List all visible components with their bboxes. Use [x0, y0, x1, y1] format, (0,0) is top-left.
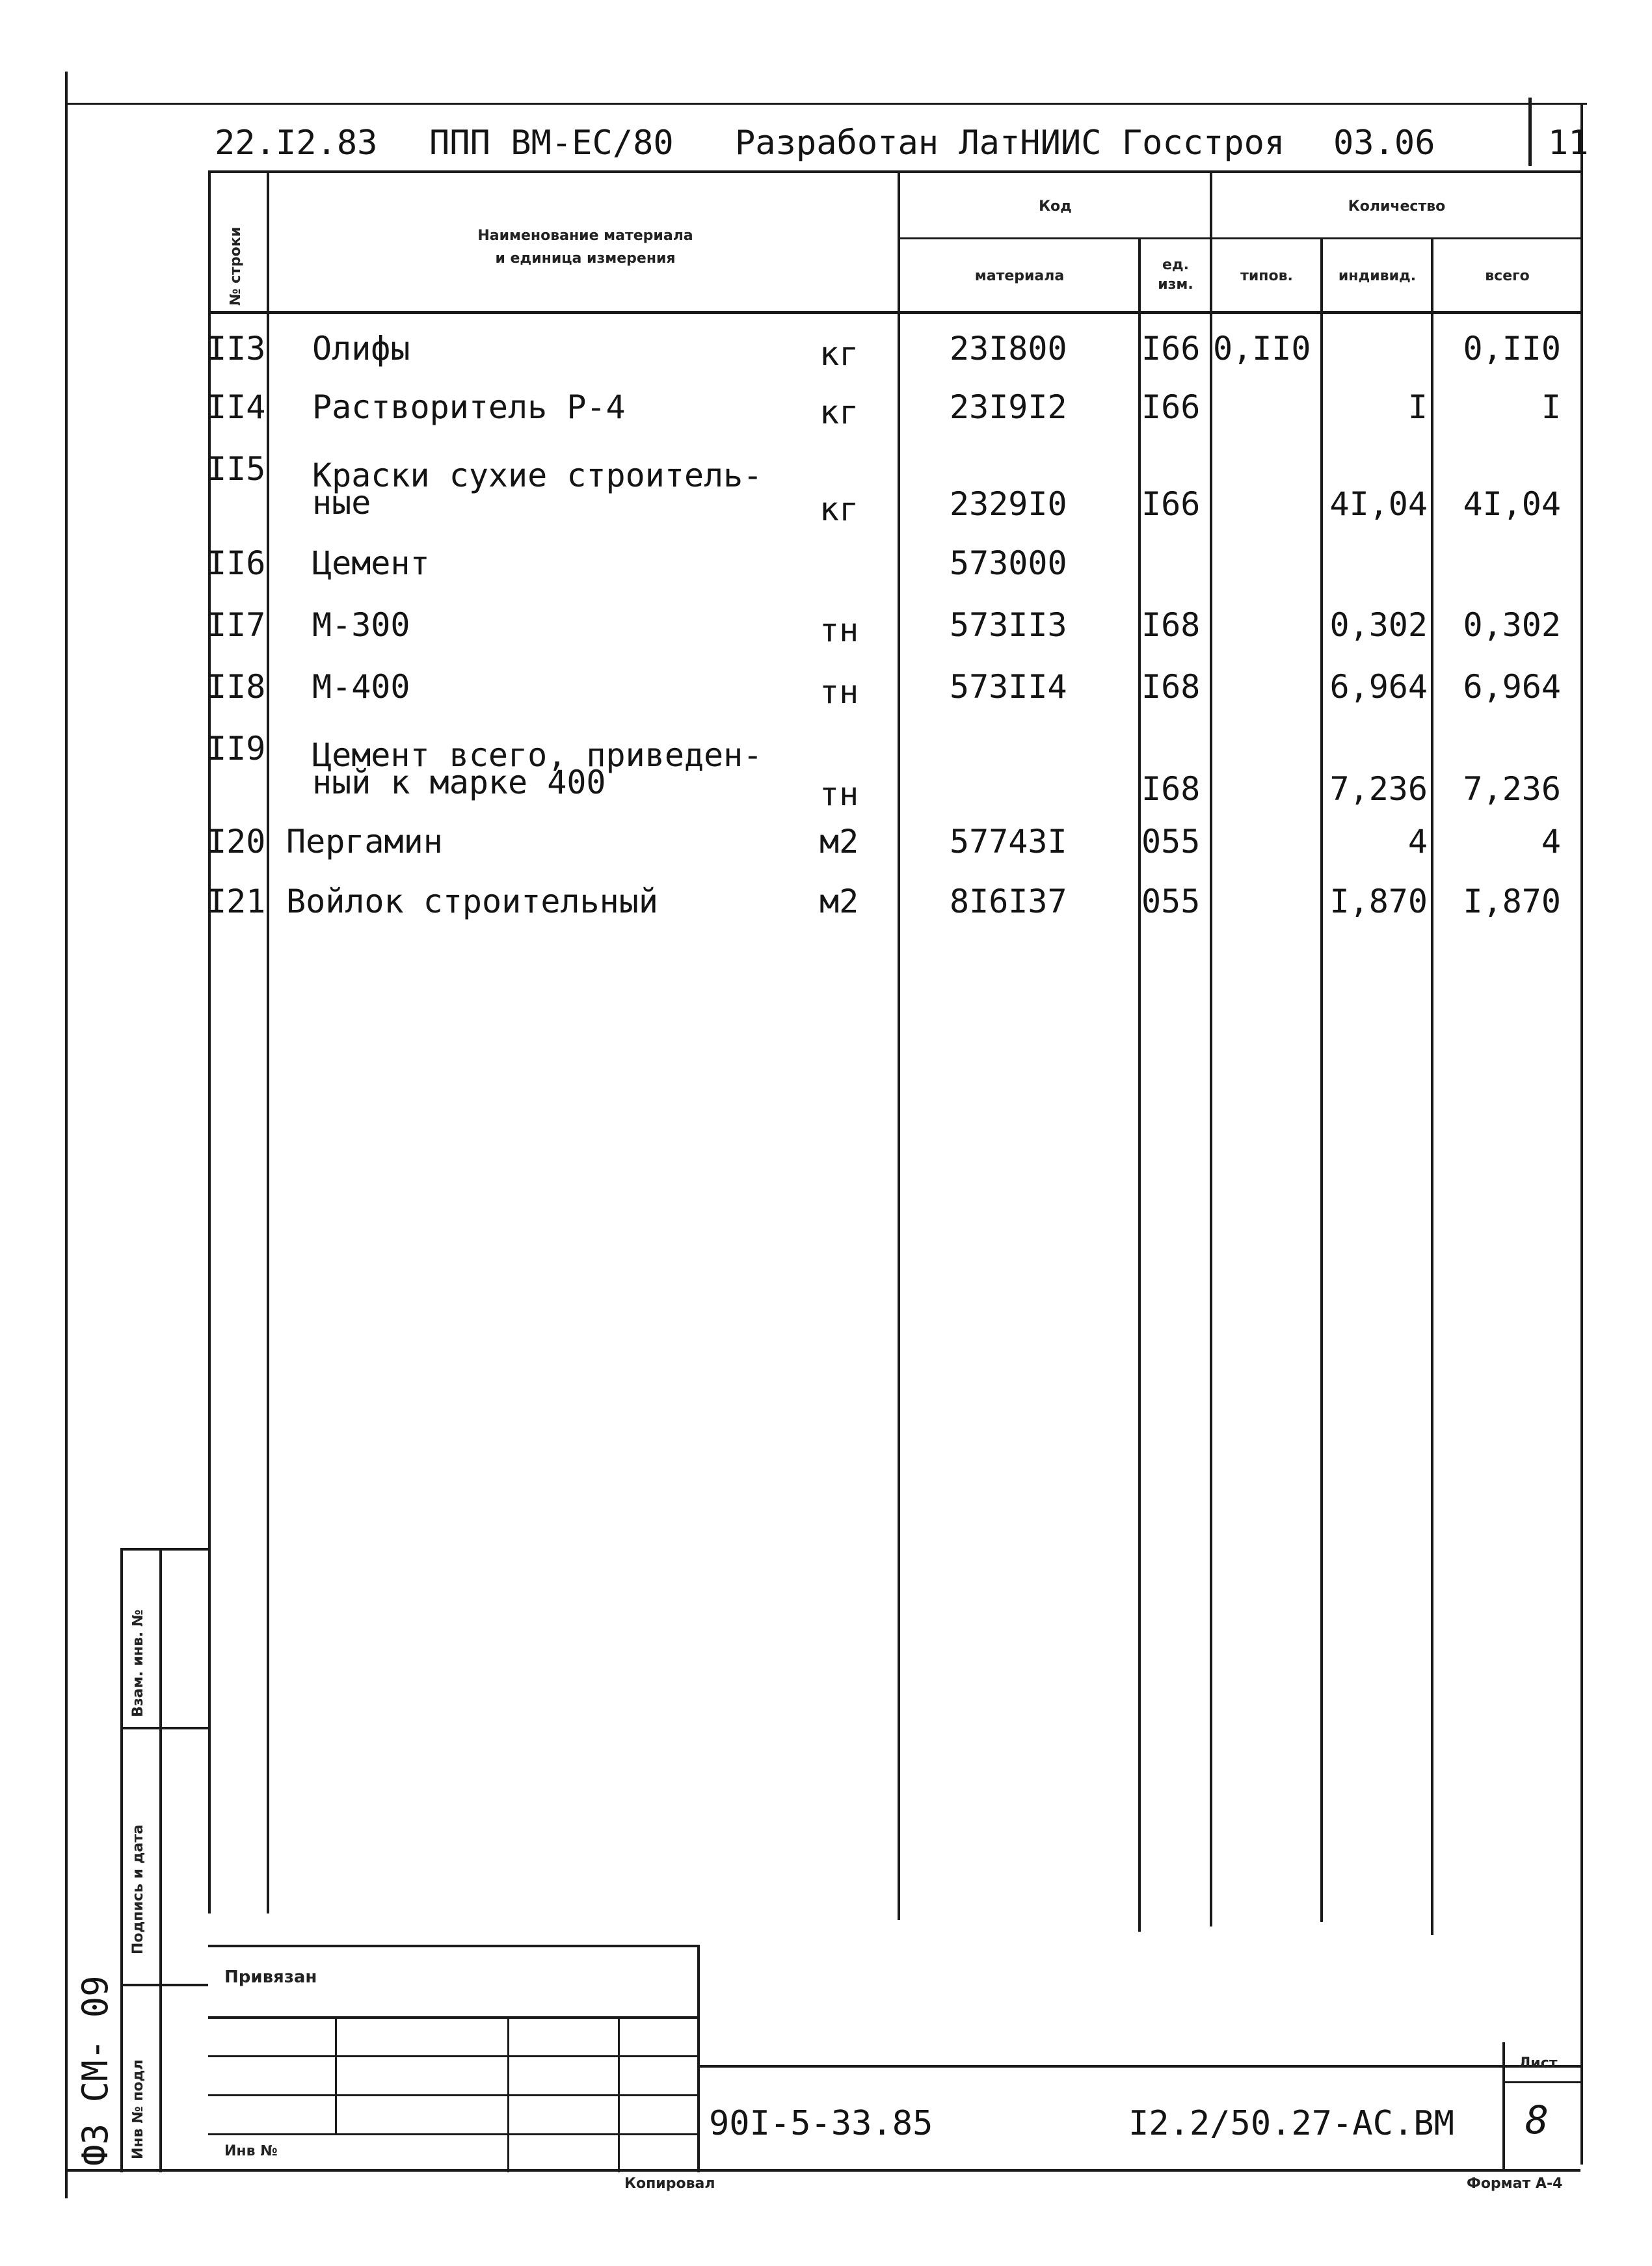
margin-col-mid — [159, 1548, 162, 2172]
col-head-name-line1: Наименование материала — [477, 228, 693, 244]
doc-code: 90I-5-33.85 — [709, 2104, 933, 2143]
header-program: ППП ВМ-ЕС/80 — [429, 124, 674, 163]
margin-col-left — [120, 1548, 123, 2172]
frame-bottom — [65, 2169, 1580, 2172]
stamp-col-1 — [335, 2016, 337, 2133]
stamp-row-3 — [208, 2094, 699, 2096]
row-individual: I — [1407, 388, 1428, 426]
row-number: I20 — [207, 823, 266, 860]
col-head-qty-total: всего — [1485, 268, 1530, 284]
row-code: 8I6I37 — [950, 883, 1067, 920]
table-header-bottom — [208, 311, 1580, 314]
row-number: II4 — [207, 388, 266, 426]
row-number: II5 — [207, 450, 266, 488]
stamp-row-4 — [208, 2133, 699, 2135]
stamp-row-2 — [208, 2055, 699, 2057]
doc-id: I2.2/50.27-АС.ВМ — [1128, 2104, 1454, 2143]
margin-top-line — [120, 1548, 208, 1551]
row-name-continuation: ные — [312, 484, 371, 522]
row-unit: м2 — [819, 883, 859, 920]
row-code: 573II4 — [950, 668, 1067, 706]
row-name: Краски сухие строитель- — [312, 457, 763, 494]
row-name: Пергамин — [286, 823, 443, 860]
row-name: Цемент — [312, 544, 430, 582]
row-code: 2329I0 — [950, 485, 1067, 523]
col-head-qty-individual: индивид. — [1338, 268, 1417, 284]
row-unit-code: I66 — [1141, 388, 1201, 426]
row-number: II3 — [207, 330, 266, 367]
margin-podpis-label: Подпись и дата — [130, 1824, 146, 1954]
col-head-qty-typical: типов. — [1240, 268, 1293, 284]
sheet-label: Лист — [1519, 2055, 1558, 2072]
table-row — [0, 332, 1652, 371]
col-head-code-unit-line1: ед. — [1162, 257, 1190, 273]
row-individual: 6,964 — [1329, 668, 1428, 706]
row-individual: 4I,04 — [1329, 485, 1428, 523]
col-line-1 — [267, 170, 269, 1913]
stamp-copied-label: Копировал — [624, 2176, 715, 2192]
col-head-name-line2: и единица измерения — [495, 250, 676, 267]
col-head-row-no: № строки — [228, 226, 244, 306]
row-code: 573000 — [950, 544, 1067, 582]
row-name: Цемент всего, приведен- — [312, 736, 763, 774]
row-unit-code: I68 — [1141, 606, 1201, 644]
header-page-corner: 11 — [1548, 124, 1589, 163]
header-developer: Разработан ЛатНИИС Госстроя — [735, 124, 1285, 163]
margin-divider-2 — [120, 1984, 208, 1986]
header-version: 03.06 — [1333, 124, 1435, 163]
row-total: I,870 — [1463, 883, 1561, 920]
row-name: Войлок строительный — [286, 883, 658, 920]
row-total: 6,964 — [1463, 668, 1561, 706]
header-date: 22.I2.83 — [215, 124, 378, 163]
stamp-format-label: Формат А-4 — [1467, 2176, 1563, 2192]
margin-inv-podl-label: Инв № подл — [130, 2059, 146, 2159]
table-row — [0, 730, 1652, 813]
table-top-border — [208, 170, 1580, 173]
row-name: М-400 — [312, 668, 410, 706]
row-unit-code: 055 — [1141, 883, 1201, 920]
row-typical: 0,II0 — [1213, 330, 1311, 367]
row-total: 4I,04 — [1463, 485, 1561, 523]
row-unit: кг — [819, 490, 859, 528]
row-unit-code: I66 — [1141, 330, 1201, 367]
sheet-col-left — [1502, 2042, 1505, 2169]
margin-org-mark: ФЗ СМ- 09 — [75, 1975, 116, 2166]
row-code: 57743I — [950, 823, 1067, 860]
col-head-qty-group: Количество — [1348, 198, 1446, 215]
row-individual: 4 — [1407, 823, 1428, 860]
col-head-code-unit-line2: изм. — [1158, 276, 1193, 293]
row-unit-code: I66 — [1141, 485, 1201, 523]
table-row — [0, 450, 1652, 528]
stamp-col-2 — [507, 2016, 509, 2172]
row-unit-code: I68 — [1141, 668, 1201, 706]
sheet-label-line — [1502, 2081, 1580, 2083]
row-unit: тн — [819, 775, 859, 813]
row-code: 23I800 — [950, 330, 1067, 367]
row-number: II6 — [207, 544, 266, 582]
col-head-code-material: материала — [974, 268, 1065, 284]
row-code: 573II3 — [950, 606, 1067, 644]
row-name: Олифы — [312, 330, 410, 367]
stamp-bound-label: Привязан — [224, 1967, 317, 1987]
row-code: 23I9I2 — [950, 388, 1067, 426]
table-subheader-line — [898, 237, 1580, 239]
row-unit: тн — [819, 611, 859, 649]
header-corner-divider — [1528, 98, 1532, 166]
col-head-code-group: Код — [1039, 198, 1072, 215]
col-line-2 — [898, 170, 900, 1920]
margin-vzam-label: Взам. инв. № — [130, 1609, 146, 1717]
row-number: II9 — [207, 730, 266, 767]
row-number: I21 — [207, 883, 266, 920]
stamp-col-3 — [618, 2016, 620, 2172]
stamp-inv-label: Инв № — [224, 2143, 278, 2159]
title-block-top — [699, 2065, 1580, 2068]
margin-divider-1 — [120, 1727, 208, 1729]
row-unit: тн — [819, 673, 859, 711]
row-name-continuation: ный к марке 400 — [312, 764, 606, 801]
col-line-0 — [208, 170, 211, 1913]
stamp-top — [208, 1945, 699, 1947]
row-total: 0,302 — [1463, 606, 1561, 644]
table-row — [0, 670, 1652, 709]
row-total: 4 — [1541, 823, 1561, 860]
row-unit-code: I68 — [1141, 770, 1201, 808]
row-total: I — [1541, 388, 1561, 426]
row-name: М-300 — [312, 606, 410, 644]
table-row — [0, 546, 1652, 585]
col-line-4 — [1210, 170, 1212, 1926]
row-name: Растворитель Р-4 — [312, 388, 626, 426]
stamp-right — [697, 1945, 700, 2172]
table-row — [0, 885, 1652, 924]
row-unit: кг — [819, 335, 859, 373]
table-row — [0, 390, 1652, 429]
row-individual: 7,236 — [1329, 770, 1428, 808]
row-unit-code: 055 — [1141, 823, 1201, 860]
row-unit: м2 — [819, 823, 859, 860]
table-row — [0, 825, 1652, 864]
frame-top — [65, 103, 1587, 105]
row-unit: кг — [819, 393, 859, 431]
stamp-row-1 — [208, 2016, 699, 2019]
row-individual: I,870 — [1329, 883, 1428, 920]
sheet-number: 8 — [1525, 2098, 1549, 2143]
row-total: 0,II0 — [1463, 330, 1561, 367]
row-number: II7 — [207, 606, 266, 644]
row-individual: 0,302 — [1329, 606, 1428, 644]
table-row — [0, 608, 1652, 647]
row-total: 7,236 — [1463, 770, 1561, 808]
row-number: II8 — [207, 668, 266, 706]
